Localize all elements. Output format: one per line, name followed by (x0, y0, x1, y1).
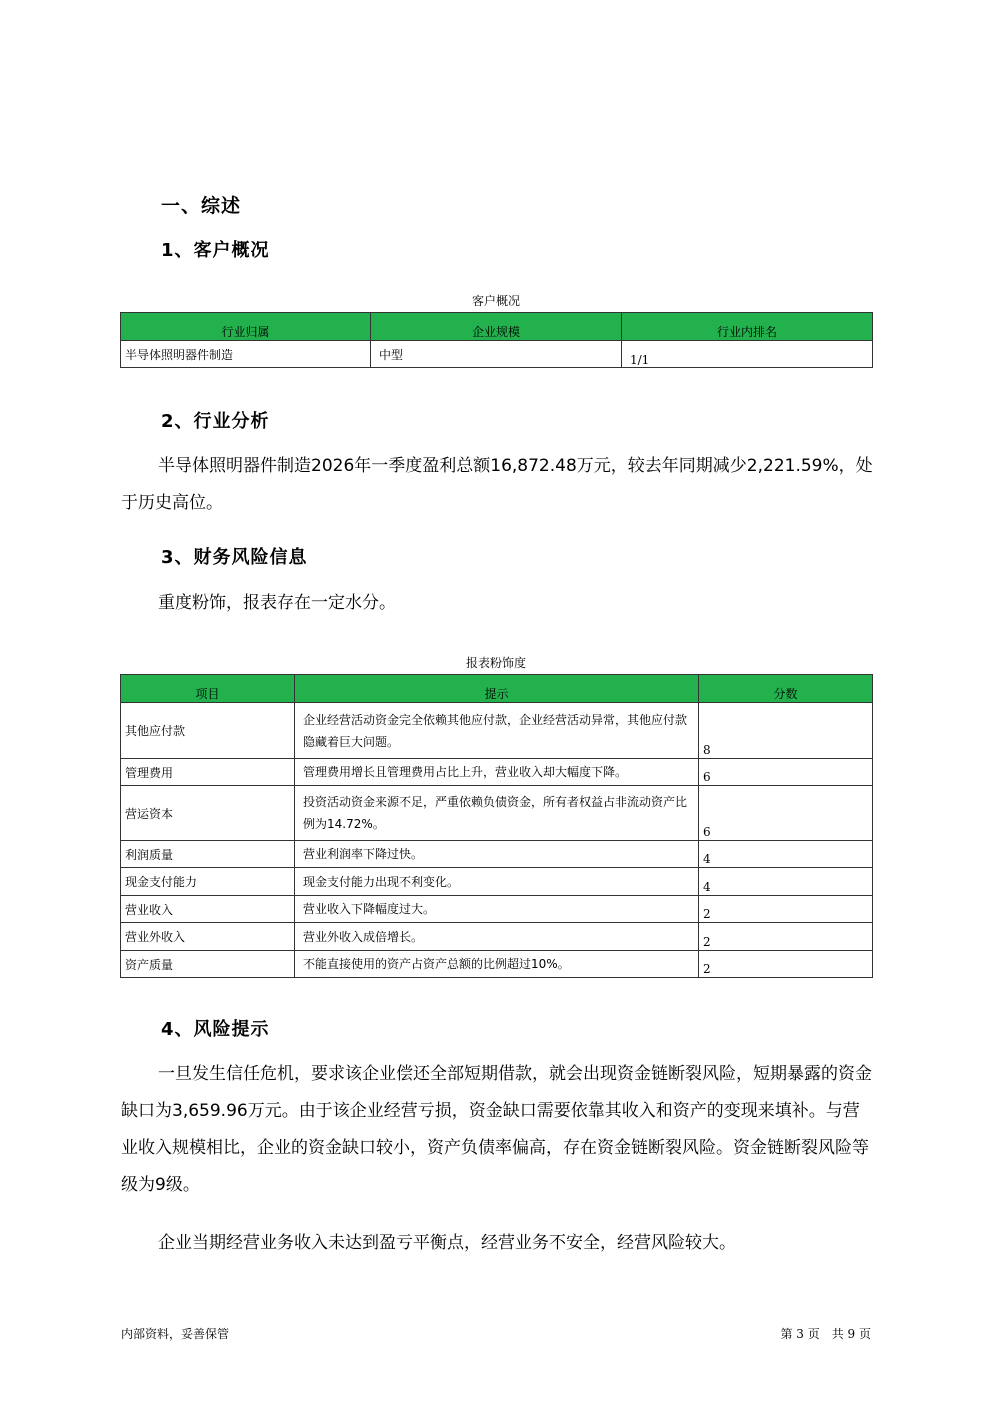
cell-hint: 不能直接使用的资产占资产总额的比例超过10%。 (295, 951, 699, 978)
cell-score: 4 (699, 868, 873, 896)
table-row (121, 703, 873, 759)
cell-item: 营业外收入 (121, 923, 295, 951)
subsection-title-industry-analysis: 2、行业分析 (161, 411, 270, 432)
risk-warning-paragraph-2: 企业当期经营业务收入未达到盈亏平衡点，经营业务不安全，经营风险较大。 (158, 1233, 736, 1253)
cell-industry-rank: 1/1 (622, 341, 873, 368)
section-title-overview: 一、综述 (161, 195, 242, 217)
cell-item: 营运资本 (121, 786, 295, 841)
table-caption-customer-overview: 客户概况 (471, 294, 520, 308)
cell-score: 6 (699, 759, 873, 786)
cell-score: 2 (699, 923, 873, 951)
cell-score: 6 (699, 786, 873, 841)
cell-hint: 营业外收入成倍增长。 (295, 923, 699, 951)
table-row (121, 923, 873, 951)
footer-page-number: 第 3 页 共 9 页 (780, 1327, 871, 1341)
footer-confidential-note: 内部资料，妥善保管 (121, 1327, 230, 1341)
cell-score: 8 (699, 703, 873, 759)
table-row (121, 896, 873, 923)
cell-hint: 现金支付能力出现不利变化。 (295, 868, 699, 896)
table-header-row (121, 313, 873, 341)
industry-analysis-text: 半导体照明器件制造2026年一季度盈利总额16,872.48万元，较去年同期减少2,221.59%，处于历史高位。 (121, 456, 873, 513)
header-score: 分数 (699, 675, 873, 703)
table-caption-window-dressing: 报表粉饰度 (465, 656, 526, 670)
cell-hint: 营业收入下降幅度过大。 (295, 896, 699, 923)
financial-risk-summary: 重度粉饰，报表存在一定水分。 (158, 593, 396, 613)
table-row (121, 868, 873, 896)
table-row (121, 759, 873, 786)
table-row (121, 786, 873, 841)
header-industry-rank: 行业内排名 (622, 313, 873, 341)
cell-item: 资产质量 (121, 951, 295, 978)
subsection-title-risk-warning: 4、风险提示 (161, 1019, 270, 1040)
table-row (121, 951, 873, 978)
subsection-title-financial-risk: 3、财务风险信息 (161, 547, 308, 568)
table-row (121, 341, 873, 368)
window-dressing-table (120, 674, 873, 978)
cell-score: 4 (699, 841, 873, 868)
cell-hint: 营业利润率下降过快。 (295, 841, 699, 868)
risk-warning-paragraph-1: 一旦发生信任危机，要求该企业偿还全部短期借款，就会出现资金链断裂风险，短期暴露的资金缺口为3,659.96万元。由于该企业经营亏损，资金缺口需要依靠其收入和资产的变现来填补。与营业收入规模相比，企业的资金缺口较小，资产负债率偏高，存在资金链断裂风险。资金链断裂风险等级为9级。 (121, 1064, 872, 1195)
header-hint: 提示 (295, 675, 699, 703)
header-company-size: 企业规模 (371, 313, 622, 341)
cell-company-size: 中型 (371, 341, 622, 368)
cell-score: 2 (699, 896, 873, 923)
header-industry: 行业归属 (121, 313, 371, 341)
cell-item: 管理费用 (121, 759, 295, 786)
cell-hint: 管理费用增长且管理费用占比上升，营业收入却大幅度下降。 (295, 759, 699, 786)
cell-item: 营业收入 (121, 896, 295, 923)
cell-item: 利润质量 (121, 841, 295, 868)
cell-hint: 企业经营活动资金完全依赖其他应付款，企业经营活动异常，其他应付款隐藏着巨大问题。 (295, 703, 699, 759)
table-row (121, 841, 873, 868)
subsection-title-customer-overview: 1、客户概况 (161, 240, 270, 261)
cell-industry: 半导体照明器件制造 (121, 341, 371, 368)
cell-item: 其他应付款 (121, 703, 295, 759)
customer-overview-table (120, 312, 873, 368)
cell-hint: 投资活动资金来源不足，严重依赖负债资金，所有者权益占非流动资产比例为14.72%。 (295, 786, 699, 841)
cell-item: 现金支付能力 (121, 868, 295, 896)
header-item: 项目 (121, 675, 295, 703)
cell-score: 2 (699, 951, 873, 978)
table-header-row (121, 675, 873, 703)
